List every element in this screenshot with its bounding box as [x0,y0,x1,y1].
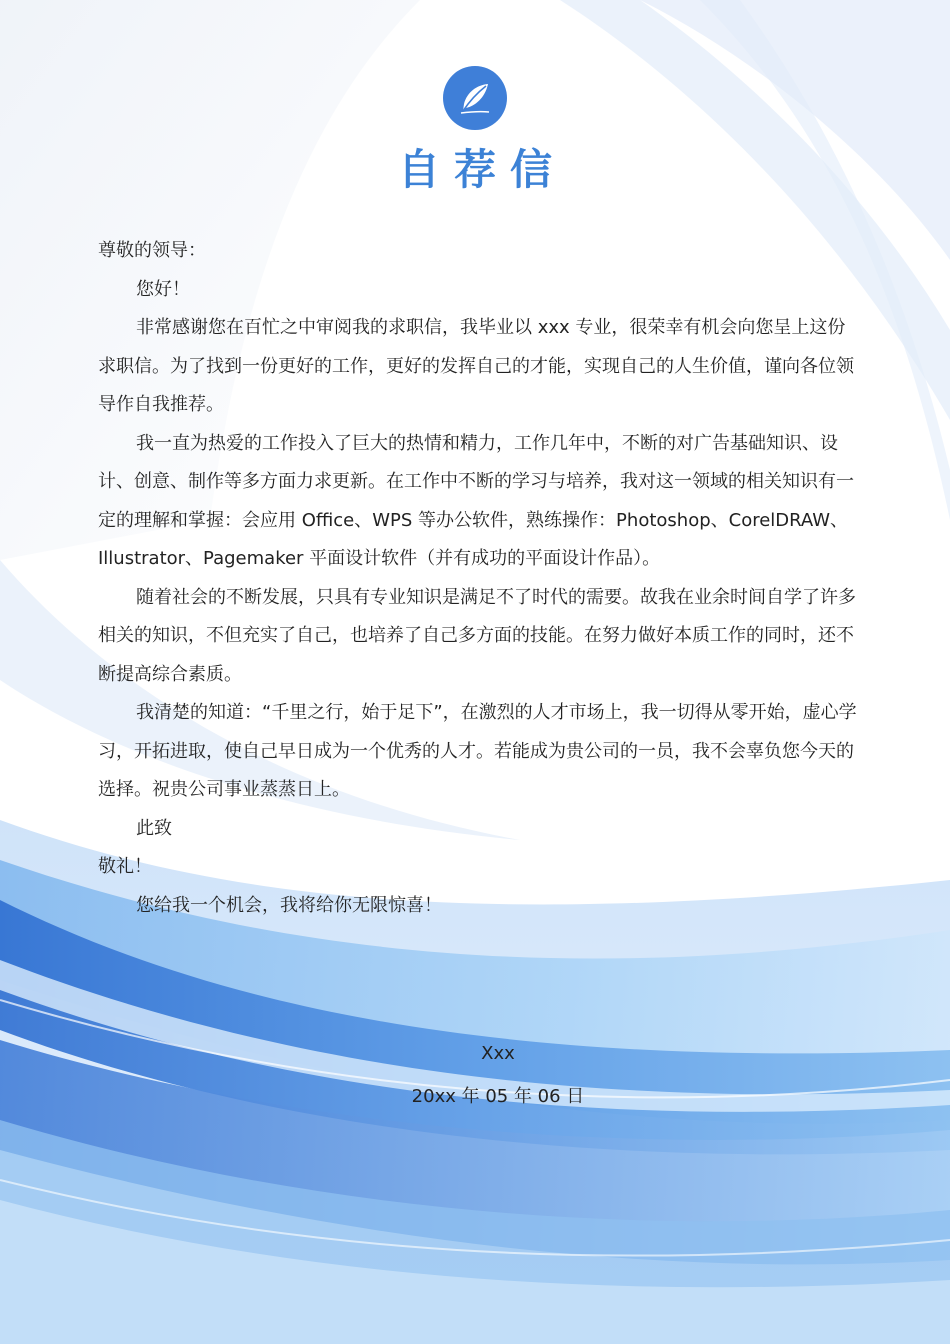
signature-date: 20xx 年 05 年 06 日 [411,1086,585,1107]
closing-note: 您给我一个机会，我将给你无限惊喜！ [136,894,442,916]
salutation: 尊敬的领导： [98,240,206,261]
paragraph-intro: 非常感谢您在百忙之中审阅我的求职信，我毕业以 xxx 专业，很荣幸有机会向您呈上这份求职信。为了找到一份更好的工作，更好的发挥自己的才能，实现自己的人生价值，谨向各位领导作自我推荐。 [98,317,854,415]
page-title: 自荐信 [397,145,566,194]
paragraph-self-study: 随着社会的不断发展，只具有专业知识是满足不了时代的需要。故我在业余时间自学了许多相关的知识，不但充实了自己，也培养了自己多方面的技能。在努力做好本质工作的同时，还不断提高综合素质。 [98,586,856,685]
closing-phrase: 此致 [136,817,172,839]
quill-feather-icon [455,78,495,118]
paragraph-commitment: 我清楚的知道：“千里之行，始于足下”，在激烈的人才市场上，我一切得从零开始，虚心学习，开拓进取，使自己早日成为一个优秀的人才。若能成为贵公司的一员，我不会辜负您今天的选择。祝贵公司事业蒸蒸日上。 [98,702,857,800]
paragraph-skills: 我一直为热爱的工作投入了巨大的热情和精力，工作几年中，不断的对广告基础知识、设计、创意、制作等多方面力求更新。在工作中不断的学习与培养，我对这一领域的相关知识有一定的理解和掌握：会应用 Office、WPS 等办公软件，熟练操作：Photoshop、CorelDRAW、Illustrator、Pagemaker 平面设计软件（并有成功的平面设计作品）。 [98,432,854,569]
closing-regards: 敬礼！ [98,856,152,877]
letter-body [98,232,858,925]
logo-badge [443,66,507,130]
signature-name: Xxx [481,1043,515,1064]
greeting: 您好！ [136,278,190,300]
